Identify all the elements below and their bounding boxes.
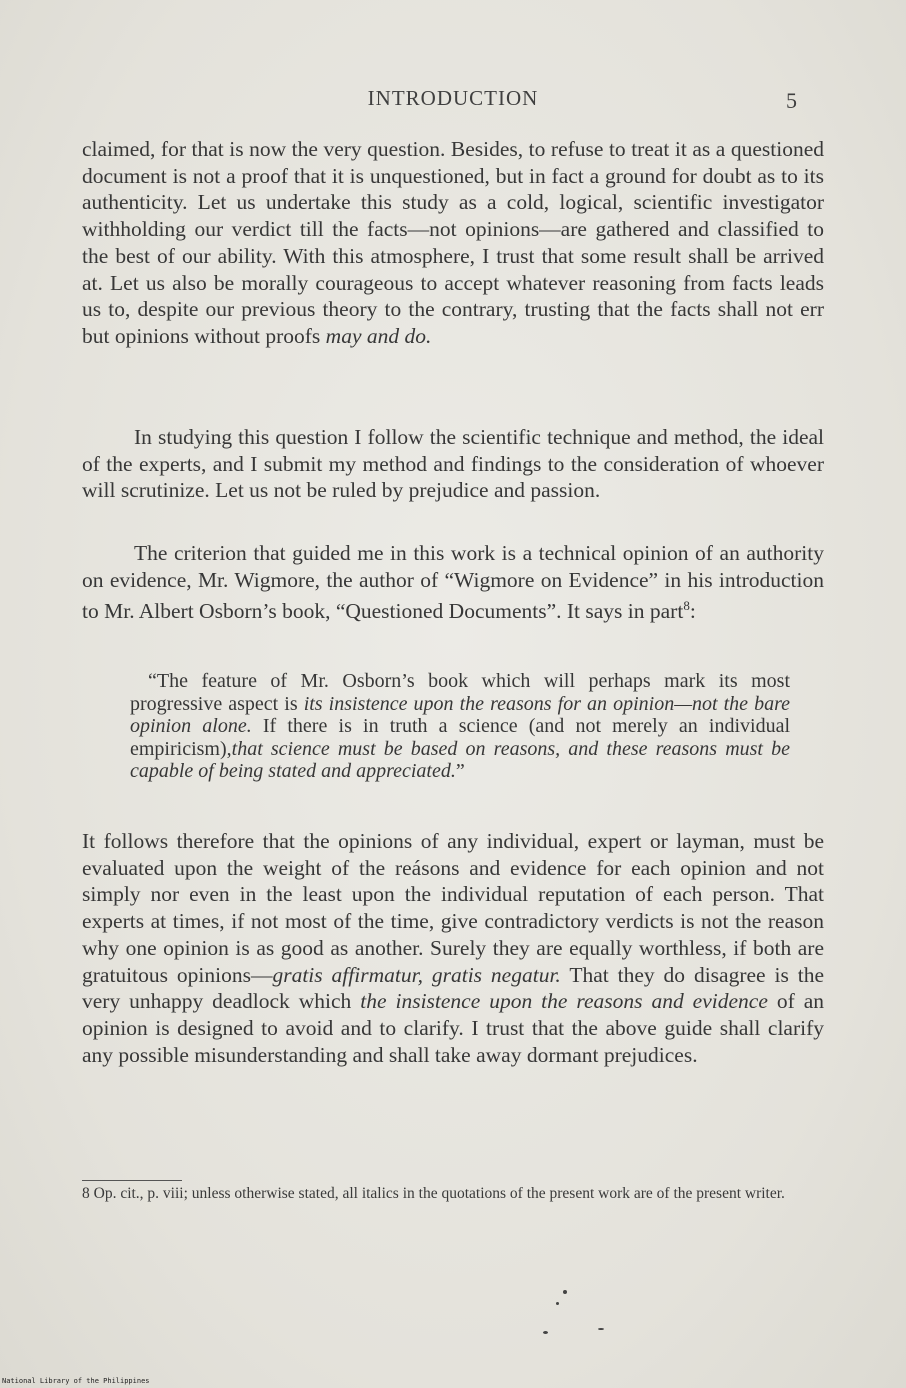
quote-italic-2: that science must be based on reasons, and these reasons must be capable of being stated and appreciated. xyxy=(130,737,790,782)
paragraph-4-text-1: It follows therefore that the opinions of any individual, expert or layman, must be evaluated upon the weight of the reásons and evidence for each opinion and not simply nor even in the least upon the individual reputation of each person. That experts at times, if not most of the time, give contradictory verdicts is not the reason why one opinion is as good as another. Surely they are equally worthless, if both are gratuitous opinions— xyxy=(82,829,824,987)
paragraph-4-text-3: of an opinion is designed to avoid and to clarify. I trust that the above guide shall clarify any possible misunderstanding and shall take away dormant prejudices. xyxy=(82,989,825,1067)
page-number: 5 xyxy=(786,88,797,113)
paragraph-4-italic-2: the insistence upon the reasons and evidence xyxy=(360,989,768,1014)
library-watermark: National Library of the Philippines xyxy=(2,1377,150,1385)
paragraph-1-italic: may and do. xyxy=(325,323,432,348)
paragraph-3-text: The criterion that guided me in this work is a technical opinion of an authority on evidence, Mr. Wigmore, the author of “Wigmore on Evidence” in his introduction to Mr. Albert Osborn’s book, “Questioned Documents”. It says in part xyxy=(82,541,824,624)
paragraph-3-end: : xyxy=(689,599,696,624)
paragraph-4-italic-1: gratis affirmatur, gratis negatur. xyxy=(272,962,561,987)
scan-speck xyxy=(556,1302,559,1305)
scan-speck xyxy=(563,1290,567,1294)
paragraph-3 xyxy=(82,540,824,625)
quote-end: ” xyxy=(455,760,465,782)
scan-speck xyxy=(543,1331,548,1334)
paragraph-1 xyxy=(82,136,824,350)
running-header: INTRODUCTION xyxy=(367,86,539,110)
scan-speck xyxy=(598,1328,604,1330)
footnote-ref: 8 xyxy=(683,598,690,614)
block-quote xyxy=(130,670,790,783)
quote-text-1: “The feature of Mr. Osborn’s book which will perhaps mark its most progressive aspect is xyxy=(130,670,790,715)
paragraph-1-text: claimed, for that is now the very question. Besides, to refuse to treat it as a questioned document is not a proof that it is unquestioned, but in fact a ground for doubt as to its authenticity. Let us undertake this study as a cold, logical, scientific investigator withholding our verdict till the facts—not opinions—are gathered and classified to the best of our ability. With this atmosphere, I trust that some result shall be arrived at. Let us also be morally courageous to accept whatever reasoning from facts leads us to, despite our previous theory to the contrary, trusting that the facts shall not err but opinions without proofs xyxy=(82,137,824,348)
footnote-divider xyxy=(82,1180,182,1181)
footnote: 8 Op. cit., p. viii; unless otherwise stated, all italics in the quotations of the present work are of the present writer. xyxy=(82,1185,785,1202)
paragraph-2-text: In studying this question I follow the scientific technique and method, the ideal of the experts, and I submit my method and findings to the consideration of whoever will scrutinize. Let us not be ruled by prejudice and passion. xyxy=(82,425,824,503)
quote-text-2: If there is in truth a science (and not merely an individual empiricism), xyxy=(130,715,791,760)
paragraph-4-text-2: That they do disagree is the very unhappy deadlock which xyxy=(82,962,824,1014)
paragraph-4 xyxy=(82,828,824,1068)
quote-italic-1: its insistence upon the reasons for an opinion—not the bare opinion alone. xyxy=(130,692,791,737)
paragraph-2 xyxy=(82,424,824,504)
